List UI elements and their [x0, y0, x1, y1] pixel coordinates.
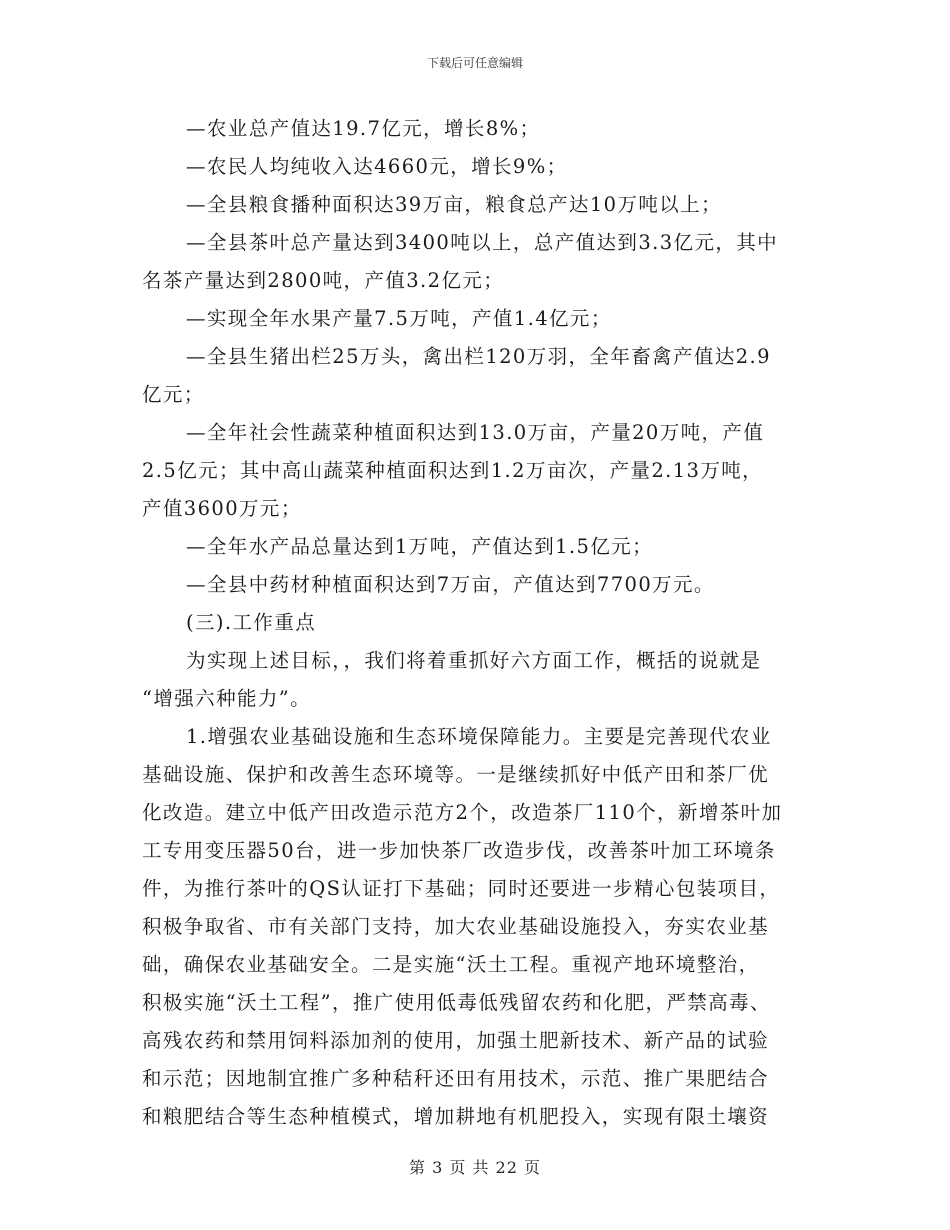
text-line: 件，为推行茶叶的QS认证打下基础；同时还要进一步精心包装项目， — [142, 877, 781, 900]
text-line: 础，确保农业基础安全。二是实施“沃土工程。重视产地环境整治， — [142, 953, 760, 976]
text-line: 化改造。建立中低产田改造示范方2个，改造茶厂110个，新增茶叶加 — [142, 801, 783, 824]
text-line: —全县茶叶总产量达到3400吨以上，总产值达到3.3亿元，其中 — [186, 231, 779, 254]
page-header: 下载后可任意编辑 — [426, 56, 523, 70]
text-line: 2.5亿元；其中高山蔬菜种植面积达到1.2万亩次，产量2.13万吨， — [142, 459, 764, 482]
text-line: —全年社会性蔬菜种植面积达到13.0万亩，产量20万吨，产值 — [186, 421, 765, 444]
page-number-footer: 第 3 页 共 22 页 — [409, 1158, 541, 1177]
text-line: 1.增强农业基础设施和生态环境保障能力。主要是完善现代农业 — [186, 725, 772, 748]
section-heading: (三).工作重点 — [186, 611, 317, 634]
text-line: 名茶产量达到2800吨，产值3.2亿元； — [142, 269, 505, 292]
text-line: 高残农药和禁用饲料添加剂的使用，加强土肥新技术、新产品的试验 — [142, 1029, 770, 1052]
text-line: 和示范；因地制宜推广多种秸秆还田有用技术，示范、推广果肥结合 — [142, 1067, 770, 1090]
text-line: —农业总产值达19.7亿元，增长8%； — [186, 117, 541, 140]
text-line: 基础设施、保护和改善生态环境等。一是继续抓好中低产田和茶厂优 — [142, 763, 770, 786]
text-line: —农民人均纯收入达4660元，增长9%； — [186, 155, 568, 178]
document-body — [142, 110, 812, 1136]
text-line: —实现全年水果产量7.5万吨，产值1.4亿元； — [186, 307, 612, 330]
text-line: —全县生猪出栏25万头，禽出栏120万羽，全年畜禽产值达2.9 — [186, 345, 771, 368]
text-line: —全年水产品总量达到1万吨，产值达到1.5亿元； — [186, 535, 654, 558]
text-line: —全县粮食播种面积达39万亩，粮食总产达10万吨以上； — [186, 193, 722, 216]
text-line: 和粮肥结合等生态种植模式，增加耕地有机肥投入，实现有限土壤资 — [142, 1105, 770, 1128]
text-line: “增强六种能力”。 — [142, 687, 312, 710]
text-line: 工专用变压器50台，进一步加快茶厂改造步伐，改善茶叶加工环境条 — [142, 839, 776, 862]
text-line: —全县中药材种植面积达到7万亩，产值达到7700万元。 — [186, 573, 715, 596]
text-line: 积极争取省、市有关部门支持，加大农业基础设施投入，夯实农业基 — [142, 915, 770, 938]
text-line: 产值3600万元； — [142, 497, 302, 520]
text-line: 为实现上述目标，，我们将着重抓好六方面工作，概括的说就是 — [186, 649, 762, 672]
text-line: 积极实施“沃土工程”，推广使用低毒低残留农药和化肥，严禁高毒、 — [142, 991, 771, 1014]
text-line: 亿元； — [142, 383, 205, 406]
